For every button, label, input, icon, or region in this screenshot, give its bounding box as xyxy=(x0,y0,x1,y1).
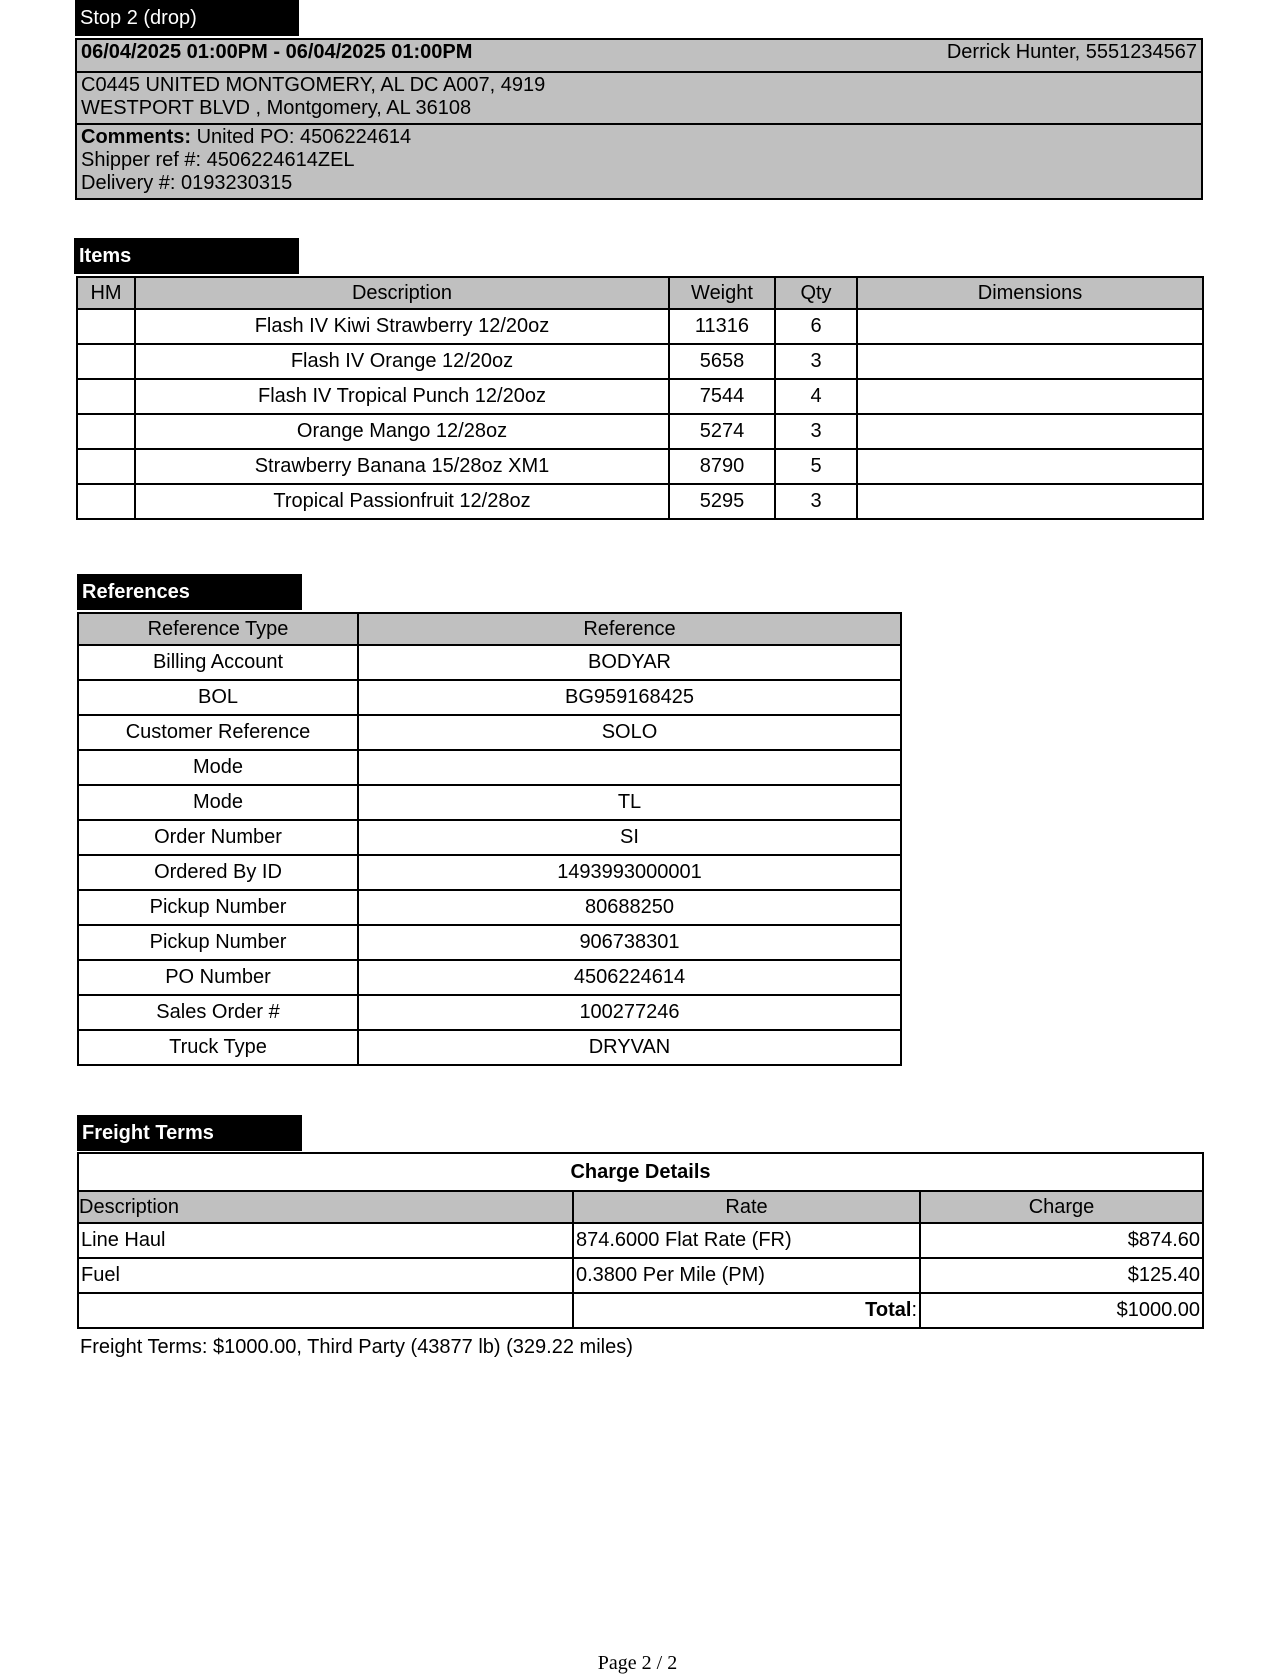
total-value: $1000.00 xyxy=(920,1293,1203,1328)
items-col-weight: Weight xyxy=(669,277,775,309)
table-row xyxy=(78,1223,1203,1258)
stop-address xyxy=(76,72,1202,124)
item-weight: 5274 xyxy=(669,414,775,449)
ref-value: 1493993000001 xyxy=(358,855,901,890)
item-description: Tropical Passionfruit 12/28oz xyxy=(135,484,669,519)
stop-comments xyxy=(76,124,1202,199)
item-hm xyxy=(77,414,135,449)
item-qty: 3 xyxy=(775,344,857,379)
ref-value: SI xyxy=(358,820,901,855)
comments-po: United PO: 4506224614 xyxy=(191,126,412,148)
table-row xyxy=(78,1030,901,1065)
freight-col-description: Description xyxy=(78,1191,573,1223)
item-hm xyxy=(77,449,135,484)
item-dimensions xyxy=(857,309,1203,344)
item-qty: 3 xyxy=(775,414,857,449)
item-weight: 7544 xyxy=(669,379,775,414)
charge-details-caption: Charge Details xyxy=(78,1153,1203,1191)
charge-description: Fuel xyxy=(78,1258,573,1293)
charge-rate: 0.3800 Per Mile (PM) xyxy=(573,1258,920,1293)
ref-type: Mode xyxy=(78,785,358,820)
ref-type: Mode xyxy=(78,750,358,785)
total-label: Total xyxy=(865,1299,912,1321)
stop-address-row xyxy=(76,72,1202,124)
table-row xyxy=(77,449,1203,484)
stop-table xyxy=(75,38,1203,200)
item-qty: 6 xyxy=(775,309,857,344)
ref-type: PO Number xyxy=(78,960,358,995)
total-empty-cell xyxy=(78,1293,573,1328)
freight-header xyxy=(77,1115,302,1151)
item-qty: 3 xyxy=(775,484,857,519)
table-row xyxy=(77,484,1203,519)
ref-value: 80688250 xyxy=(358,890,901,925)
table-row xyxy=(78,890,901,925)
table-row xyxy=(78,820,901,855)
ref-value: SOLO xyxy=(358,715,901,750)
item-description: Orange Mango 12/28oz xyxy=(135,414,669,449)
references-table xyxy=(77,612,902,1066)
ref-type: Pickup Number xyxy=(78,925,358,960)
item-weight: 5295 xyxy=(669,484,775,519)
freight-terms-summary: Freight Terms: $1000.00, Third Party (43877 lb) (329.22 miles) xyxy=(80,1336,633,1358)
table-row xyxy=(78,680,901,715)
comments-delivery: Delivery #: 0193230315 xyxy=(81,172,293,194)
items-col-description: Description xyxy=(135,277,669,309)
page-number: Page 2 / 2 xyxy=(597,1652,678,1674)
ref-value: TL xyxy=(358,785,901,820)
stop-address-line2: WESTPORT BLVD , Montgomery, AL 36108 xyxy=(81,97,472,119)
items-table xyxy=(76,276,1204,520)
ref-value xyxy=(358,750,901,785)
items-col-dimensions: Dimensions xyxy=(857,277,1203,309)
ref-value: BODYAR xyxy=(358,645,901,680)
freight-table xyxy=(77,1152,1204,1329)
ref-value: DRYVAN xyxy=(358,1030,901,1065)
item-weight: 8790 xyxy=(669,449,775,484)
item-dimensions xyxy=(857,344,1203,379)
ref-type: Customer Reference xyxy=(78,715,358,750)
ref-type: Truck Type xyxy=(78,1030,358,1065)
charge-description: Line Haul xyxy=(78,1223,573,1258)
references-header xyxy=(77,574,302,610)
item-description: Flash IV Tropical Punch 12/20oz xyxy=(135,379,669,414)
comments-label: Comments: xyxy=(81,126,192,148)
ref-type: BOL xyxy=(78,680,358,715)
items-header-label: Items xyxy=(79,245,132,267)
item-hm xyxy=(77,309,135,344)
item-weight: 5658 xyxy=(669,344,775,379)
comments-shipper-ref: Shipper ref #: 4506224614ZEL xyxy=(81,149,355,171)
item-dimensions xyxy=(857,449,1203,484)
total-label-cell xyxy=(573,1293,920,1328)
items-header-row xyxy=(77,277,1203,309)
ref-value: 4506224614 xyxy=(358,960,901,995)
table-row xyxy=(78,925,901,960)
stop-time-row xyxy=(76,39,1202,72)
item-qty: 4 xyxy=(775,379,857,414)
refs-col-type: Reference Type xyxy=(78,613,358,645)
ref-type: Order Number xyxy=(78,820,358,855)
charge-amount: $125.40 xyxy=(920,1258,1203,1293)
refs-col-reference: Reference xyxy=(358,613,901,645)
references-header-row xyxy=(78,613,901,645)
ref-value: 100277246 xyxy=(358,995,901,1030)
references-header-label: References xyxy=(82,581,190,603)
ref-value: 906738301 xyxy=(358,925,901,960)
charge-rate: 874.6000 Flat Rate (FR) xyxy=(573,1223,920,1258)
ref-type: Sales Order # xyxy=(78,995,358,1030)
stop-contact: Derrick Hunter, 5551234567 xyxy=(691,39,1202,72)
stop-comments-row xyxy=(76,124,1202,199)
stop-time-window: 06/04/2025 01:00PM - 06/04/2025 01:00PM xyxy=(76,39,691,72)
total-row xyxy=(78,1293,1203,1328)
items-col-hm: HM xyxy=(77,277,135,309)
table-row xyxy=(78,785,901,820)
items-header xyxy=(74,238,299,274)
freight-caption-row xyxy=(78,1153,1203,1191)
stop-header-label: Stop 2 (drop) xyxy=(80,7,197,29)
item-hm xyxy=(77,379,135,414)
table-row xyxy=(78,750,901,785)
ref-type: Pickup Number xyxy=(78,890,358,925)
freight-col-rate: Rate xyxy=(573,1191,920,1223)
table-row xyxy=(77,379,1203,414)
freight-col-charge: Charge xyxy=(920,1191,1203,1223)
ref-type: Billing Account xyxy=(78,645,358,680)
stop-header xyxy=(75,0,299,36)
item-hm xyxy=(77,484,135,519)
freight-header-label: Freight Terms xyxy=(82,1122,214,1144)
table-row xyxy=(78,645,901,680)
table-row xyxy=(78,855,901,890)
items-col-qty: Qty xyxy=(775,277,857,309)
table-row xyxy=(77,344,1203,379)
item-dimensions xyxy=(857,414,1203,449)
item-dimensions xyxy=(857,379,1203,414)
item-hm xyxy=(77,344,135,379)
total-colon: : xyxy=(911,1299,917,1321)
item-description: Strawberry Banana 15/28oz XM1 xyxy=(135,449,669,484)
item-weight: 11316 xyxy=(669,309,775,344)
item-description: Flash IV Orange 12/20oz xyxy=(135,344,669,379)
ref-type: Ordered By ID xyxy=(78,855,358,890)
table-row xyxy=(78,995,901,1030)
item-description: Flash IV Kiwi Strawberry 12/20oz xyxy=(135,309,669,344)
stop-address-line1: C0445 UNITED MONTGOMERY, AL DC A007, 4919 xyxy=(81,74,546,96)
table-row xyxy=(78,1258,1203,1293)
freight-header-row xyxy=(78,1191,1203,1223)
charge-amount: $874.60 xyxy=(920,1223,1203,1258)
table-row xyxy=(77,309,1203,344)
table-row xyxy=(77,414,1203,449)
table-row xyxy=(78,960,901,995)
ref-value: BG959168425 xyxy=(358,680,901,715)
item-qty: 5 xyxy=(775,449,857,484)
table-row xyxy=(78,715,901,750)
item-dimensions xyxy=(857,484,1203,519)
